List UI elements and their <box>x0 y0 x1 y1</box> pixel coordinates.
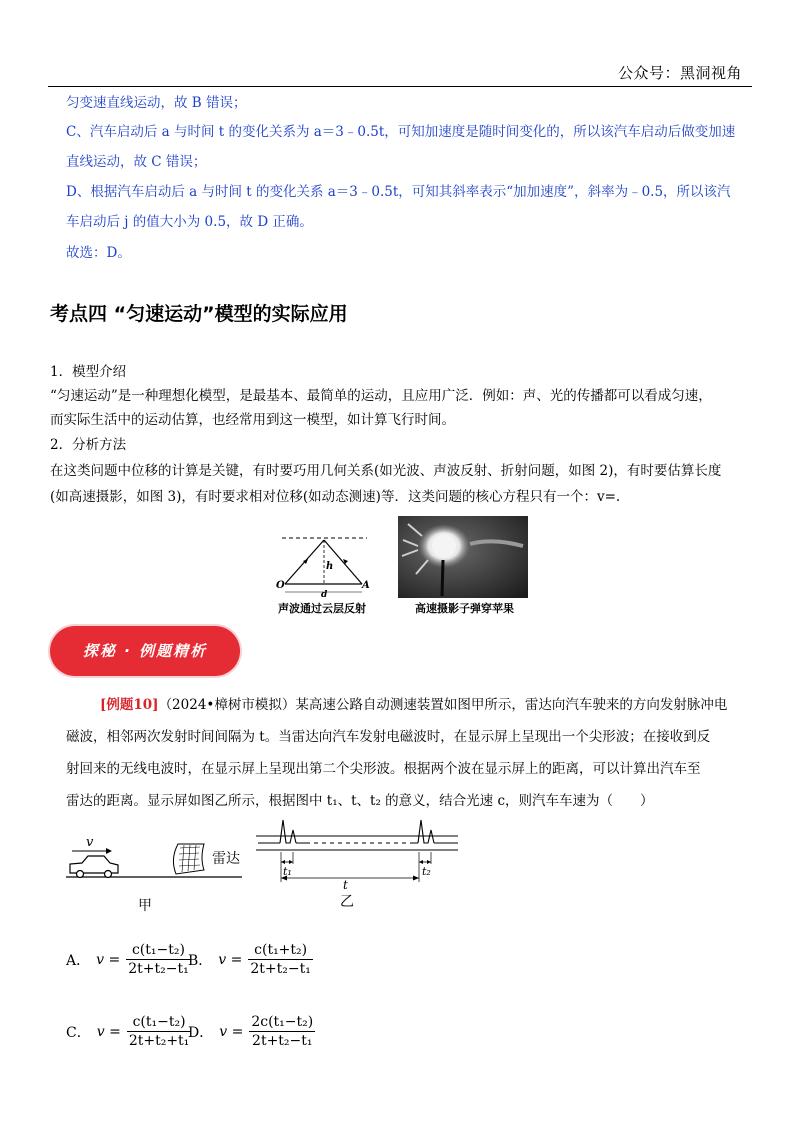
solution-line-3: 直线运动，故 C 错误； <box>66 154 207 170</box>
example-line-1 <box>100 693 727 713</box>
radar-dish-icon <box>173 844 204 874</box>
option-b-lhs: v = <box>218 951 243 968</box>
sound-reflection-figure <box>272 528 372 600</box>
option-b[interactable] <box>188 942 313 977</box>
option-d-fraction <box>249 1014 315 1049</box>
option-c-letter: C． <box>66 1024 91 1041</box>
high-speed-photo <box>398 516 528 598</box>
option-c-numerator: c(t₁−t₂) <box>127 1014 191 1032</box>
section-p1: 1．模型介绍 <box>50 364 127 380</box>
radar-label: 雷达 <box>212 851 240 867</box>
option-d-denominator: 2t+t₂−t₁ <box>252 1033 313 1049</box>
section-p5: 在这类问题中位移的计算是关键，有时要巧用几何关系(如光波、声波反射、折射问题，如图 2)，有时要估算长度 <box>50 463 722 479</box>
section-p4: 2．分析方法 <box>50 437 127 453</box>
label-h: h <box>326 561 334 572</box>
fig-jia-label: 甲 <box>138 898 152 913</box>
fig-yi-label: 乙 <box>340 894 354 910</box>
option-a[interactable] <box>66 942 191 977</box>
t1-label: t₁ <box>283 865 292 878</box>
example-line-1-text: （2024•樟树市模拟）某高速公路自动测速装置如图甲所示，雷达向汽车驶来的方向发射脉冲电 <box>158 697 728 713</box>
solution-line-2: C、汽车启动后 a 与时间 t 的变化关系为 a＝3﹣0.5t，可知加速度是随时间变化的，所以该汽车启动后做变加速 <box>66 124 736 140</box>
option-a-lhs: v = <box>96 951 121 968</box>
label-d: d <box>321 590 328 600</box>
section-p6: (如高速摄影，如图 3)，有时要求相对位移(如动态测速)等．这类问题的核心方程只有一个：v=. <box>50 489 621 505</box>
fig3-caption: 高速摄影子弹穿苹果 <box>415 602 514 615</box>
pulse-2 <box>418 820 434 843</box>
header-watermark: 公众号：黑洞视角 <box>618 64 743 82</box>
solution-line-4: D、根据汽车启动后 a 与时间 t 的变化关系 a＝3﹣0.5t，可知其斜率表示“加加速度”，斜率为﹣0.5，所以该汽 <box>66 184 731 200</box>
fig2-caption: 声波通过云层反射 <box>278 602 366 615</box>
pulse-1 <box>280 820 296 843</box>
option-a-letter: A． <box>66 952 91 969</box>
option-b-numerator: c(t₁+t₂) <box>248 942 312 960</box>
option-d[interactable] <box>188 1014 315 1049</box>
label-a: A <box>362 580 370 591</box>
example-tag: [例题10] <box>100 697 159 713</box>
solution-line-5: 车启动后 j 的值大小为 0.5，故 D 正确。 <box>66 214 313 230</box>
radar-screen-diagram <box>252 812 462 910</box>
solution-line-6: 故选：D。 <box>66 245 131 261</box>
section-title: 考点四 “匀速运动”模型的实际应用 <box>50 303 348 325</box>
example-line-3: 射回来的无线电波时，在显示屏上呈现出第二个尖形波。根据两个波在显示屏上的距离，可以计算出汽车至 <box>66 761 701 777</box>
option-b-denominator: 2t+t₂−t₁ <box>250 961 311 977</box>
option-c-fraction <box>127 1014 191 1049</box>
section-p3: 而实际生活中的运动估算，也经常用到这一模型，如计算飞行时间。 <box>50 412 455 428</box>
option-d-letter: D． <box>188 1024 214 1041</box>
example-line-4: 雷达的距离。显示屏如图乙所示，根据图中 t₁、t、t₂ 的意义，结合光速 c，则汽车车速为（ ） <box>66 793 654 809</box>
section-p2: “匀速运动”是一种理想化模型，是最基本、最简单的运动，且应用广泛．例如：声、光的传播都可以看成匀速， <box>50 388 712 404</box>
t2-label: t₂ <box>422 865 431 878</box>
option-c-denominator: 2t+t₂+t₁ <box>128 1033 190 1049</box>
t-label: t <box>343 878 348 892</box>
option-d-numerator: 2c(t₁−t₂) <box>251 1014 314 1030</box>
option-c-lhs: v = <box>96 1023 121 1040</box>
label-o: O <box>276 580 285 591</box>
option-b-letter: B． <box>188 952 213 969</box>
option-c[interactable] <box>66 1014 191 1049</box>
option-a-fraction <box>126 942 190 977</box>
example-line-2: 磁波，相邻两次发射时间间隔为 t。当雷达向汽车发射电磁波时，在显示屏上呈现出一个尖形波；在接收到反 <box>66 729 711 745</box>
car-icon <box>70 856 118 873</box>
option-a-numerator: c(t₁−t₂) <box>126 942 190 960</box>
car-v-label: v <box>86 835 94 850</box>
radar-car-diagram <box>62 818 252 913</box>
option-a-denominator: 2t+t₂−t₁ <box>128 961 189 977</box>
option-d-lhs: v = <box>219 1023 244 1040</box>
option-b-fraction <box>248 942 312 977</box>
solution-line-1: 匀变速直线运动，故 B 错误； <box>66 95 247 111</box>
banner-label: 探秘 · 例题精析 <box>82 642 208 660</box>
example-banner <box>50 626 240 676</box>
header-rule <box>48 86 752 87</box>
